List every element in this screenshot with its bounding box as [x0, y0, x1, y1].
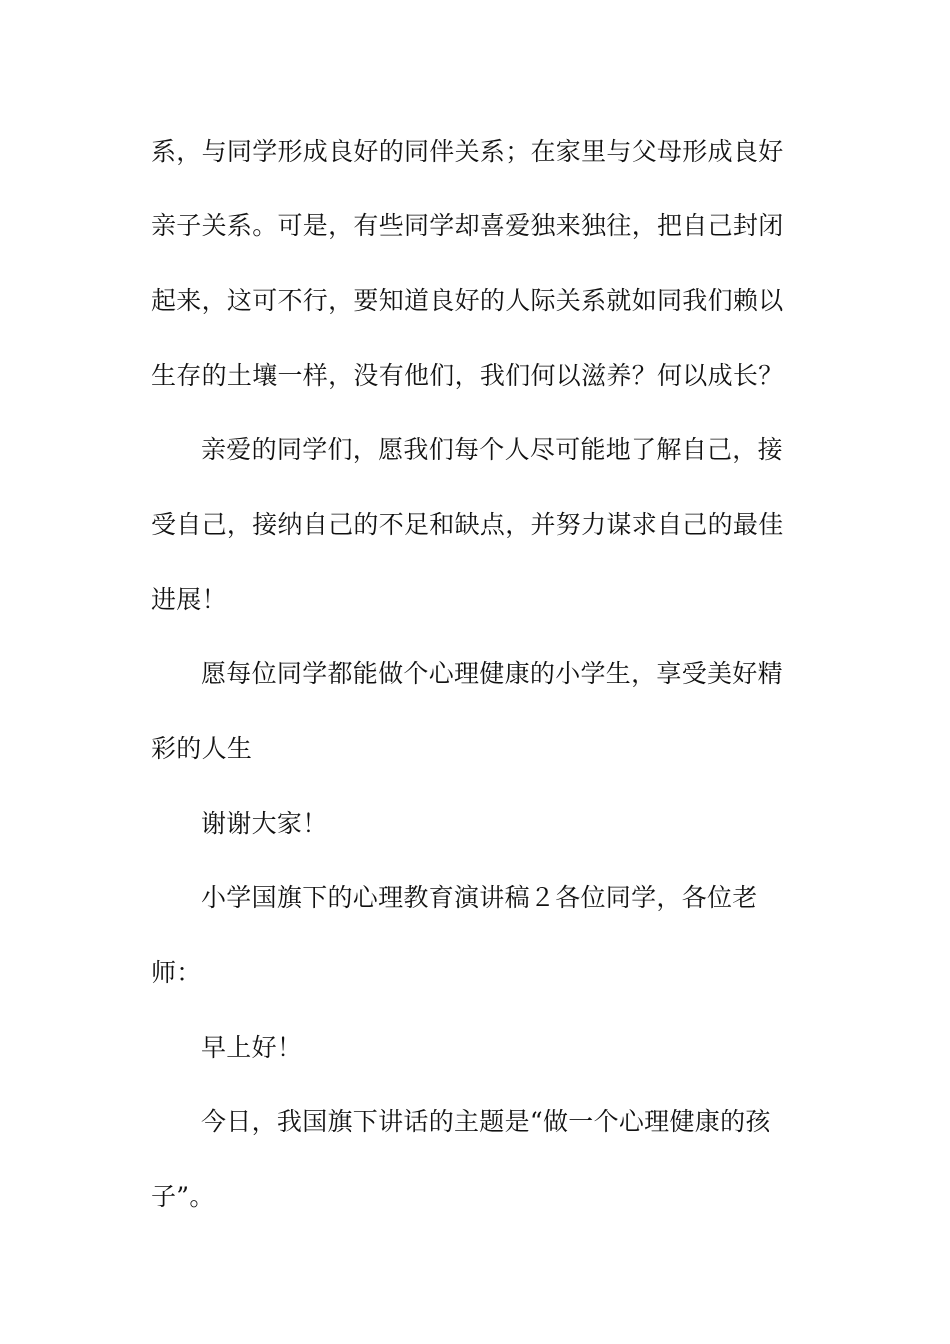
text-line: 彩的人生	[151, 734, 253, 763]
text-line: 子”。	[151, 1182, 215, 1211]
paragraph-first-line: 愿每位同学都能做个心理健康的小学生，享受美好精	[201, 659, 783, 688]
text-line: 进展！	[151, 585, 227, 614]
text-line: 受自己，接纳自己的不足和缺点，并努力谋求自己的最佳	[151, 510, 784, 539]
text-line: 亲子关系。可是，有些同学却喜爱独来独往，把自己封闭	[151, 211, 784, 240]
paragraph-first-line: 谢谢大家！	[201, 809, 328, 838]
text-line: 系，与同学形成良好的同伴关系；在家里与父母形成良好	[151, 137, 784, 166]
paragraph-first-line: 亲爱的同学们，愿我们每个人尽可能地了解自己，接	[201, 435, 783, 464]
text-line: 师：	[151, 958, 202, 987]
paragraph-first-line: 早上好！	[201, 1033, 303, 1062]
paragraph-first-line: 今日，我国旗下讲话的主题是“做一个心理健康的孩	[201, 1107, 771, 1136]
paragraph-first-line: 小学国旗下的心理教育演讲稿２各位同学，各位老	[201, 883, 758, 912]
text-line: 起来，这可不行，要知道良好的人际关系就如同我们赖以	[151, 286, 784, 315]
text-line: 生存的土壤一样，没有他们，我们何以滋养？何以成长？	[151, 361, 784, 390]
